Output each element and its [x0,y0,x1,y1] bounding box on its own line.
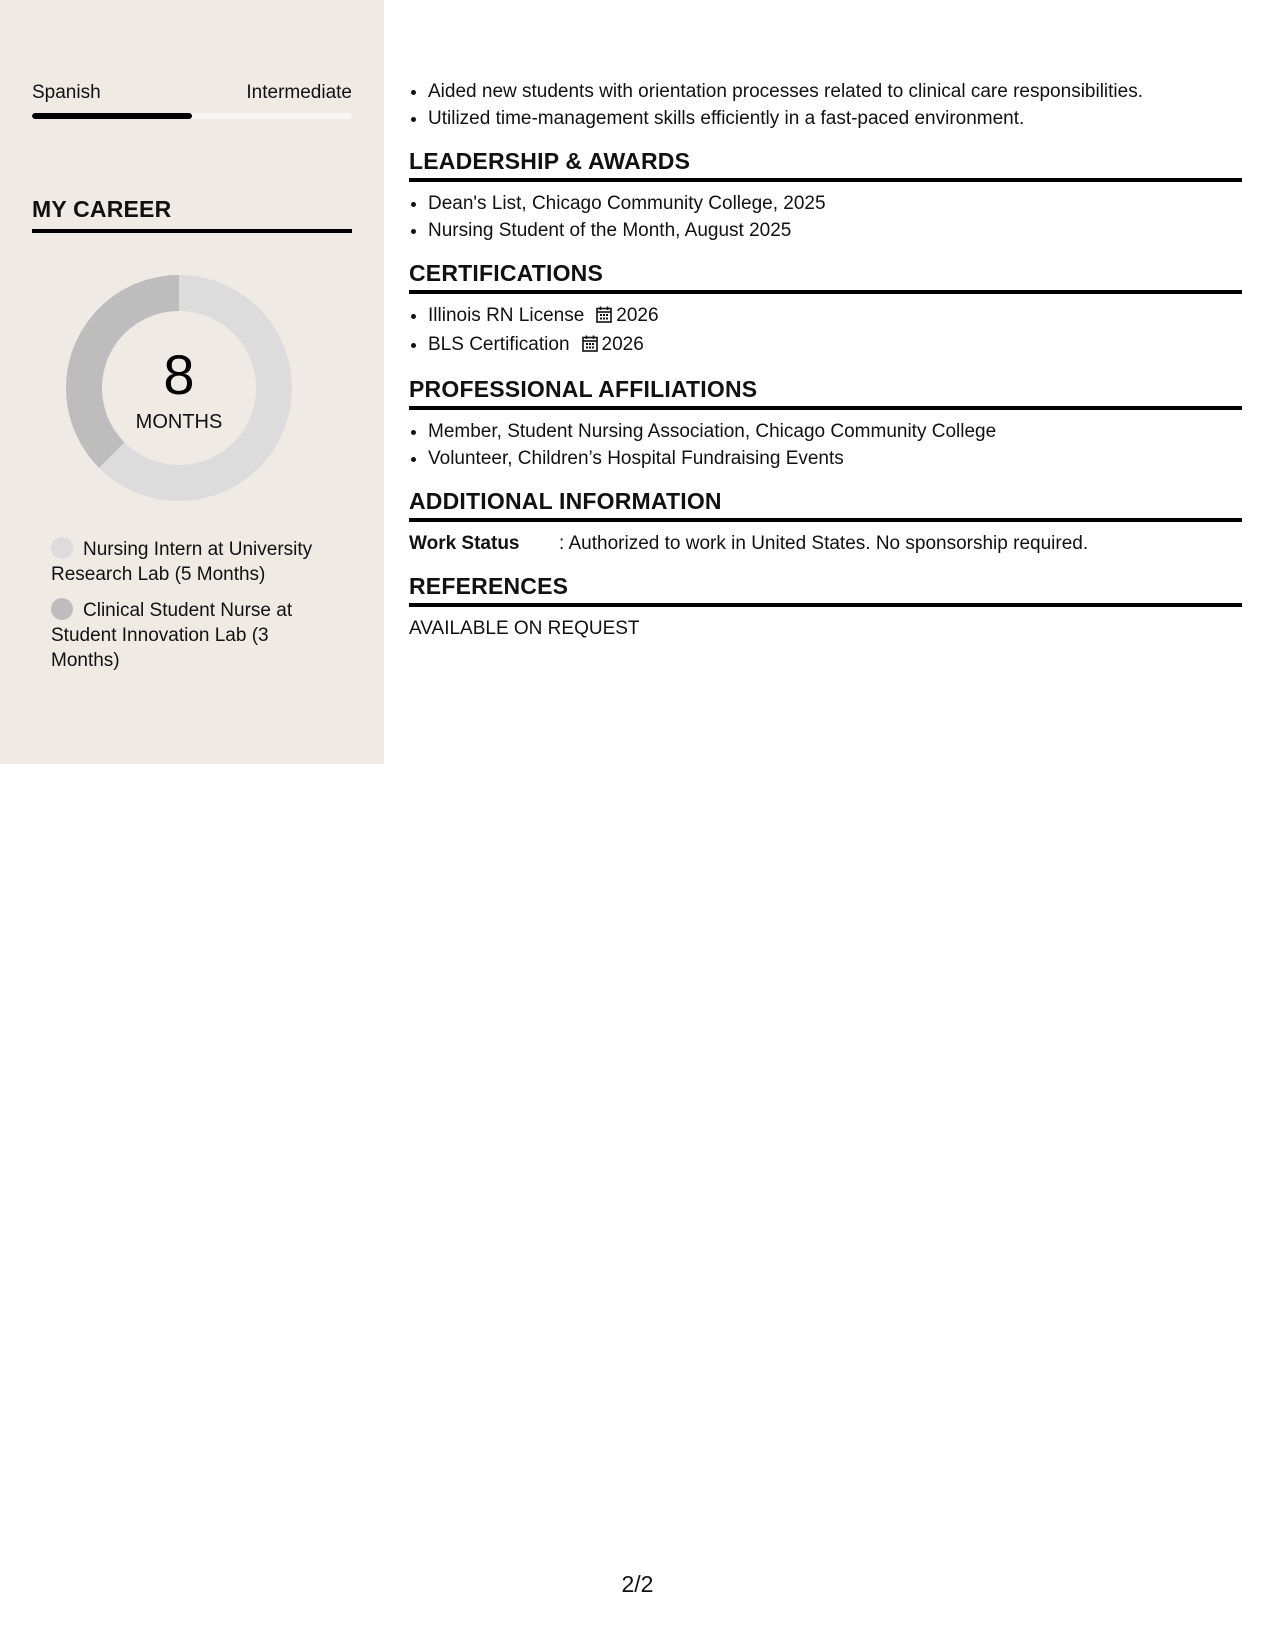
certification-name: Illinois RN License [428,305,585,326]
certifications-heading: CERTIFICATIONS [409,260,1242,294]
main-content [409,78,1242,642]
affiliation-item: • Member, Student Nursing Association, Chicago Community College [428,418,1242,445]
affiliation-item: • Volunteer, Children’s Hospital Fundraising Events [428,445,1242,472]
language-proficiency-bar [32,113,352,119]
certification-item [428,302,1242,331]
certification-year: 2026 [616,305,659,326]
career-legend-label: Clinical Student Nurse at Student Innovation Lab (3 Months) [51,600,293,671]
certification-name: BLS Certification [428,334,570,355]
affiliations-heading: PROFESSIONAL AFFILIATIONS [409,376,1242,410]
career-legend-item [51,598,321,673]
references-text: AVAILABLE ON REQUEST [409,618,640,639]
certification-item [428,331,1242,360]
certifications-list [409,302,1242,360]
work-status-value: : Authorized to work in United States. No sponsorship required. [559,533,1089,554]
references-heading: REFERENCES [409,573,1242,607]
affiliations-list [409,418,1242,472]
work-status-label: Work Status [409,533,520,554]
career-heading: MY CAREER [32,196,352,233]
experience-bullet: • Utilized time-management skills efficiently in a fast-paced environment. [428,105,1242,132]
language-name: Spanish [32,82,101,103]
career-total-unit: MONTHS [135,411,223,433]
work-status-row [409,530,1242,557]
career-donut-chart [66,275,292,501]
additional-info-heading: ADDITIONAL INFORMATION [409,488,1242,522]
calendar-icon [596,304,612,331]
leadership-item: • Nursing Student of the Month, August 2025 [428,217,1242,244]
leadership-heading: LEADERSHIP & AWARDS [409,148,1242,182]
career-legend [51,537,321,684]
language-level: Intermediate [246,82,352,103]
legend-dot-icon [51,598,73,620]
legend-dot-icon [51,537,73,559]
experience-bullet: • Aided new students with orientation processes related to clinical care responsibilities. [428,78,1242,105]
page-number: 2/2 [621,1571,654,1597]
career-legend-label: Nursing Intern at University Research Lab (5 Months) [51,539,313,585]
certification-year: 2026 [601,334,644,355]
leadership-list [409,190,1242,244]
career-legend-item [51,537,321,587]
experience-bullets [409,78,1242,132]
leadership-item: • Dean's List, Chicago Community College, 2025 [428,190,1242,217]
calendar-icon [582,333,598,360]
career-total-value: 8 [163,343,195,406]
sidebar [0,0,384,764]
language-row [32,82,352,104]
language-proficiency-fill [32,113,192,119]
